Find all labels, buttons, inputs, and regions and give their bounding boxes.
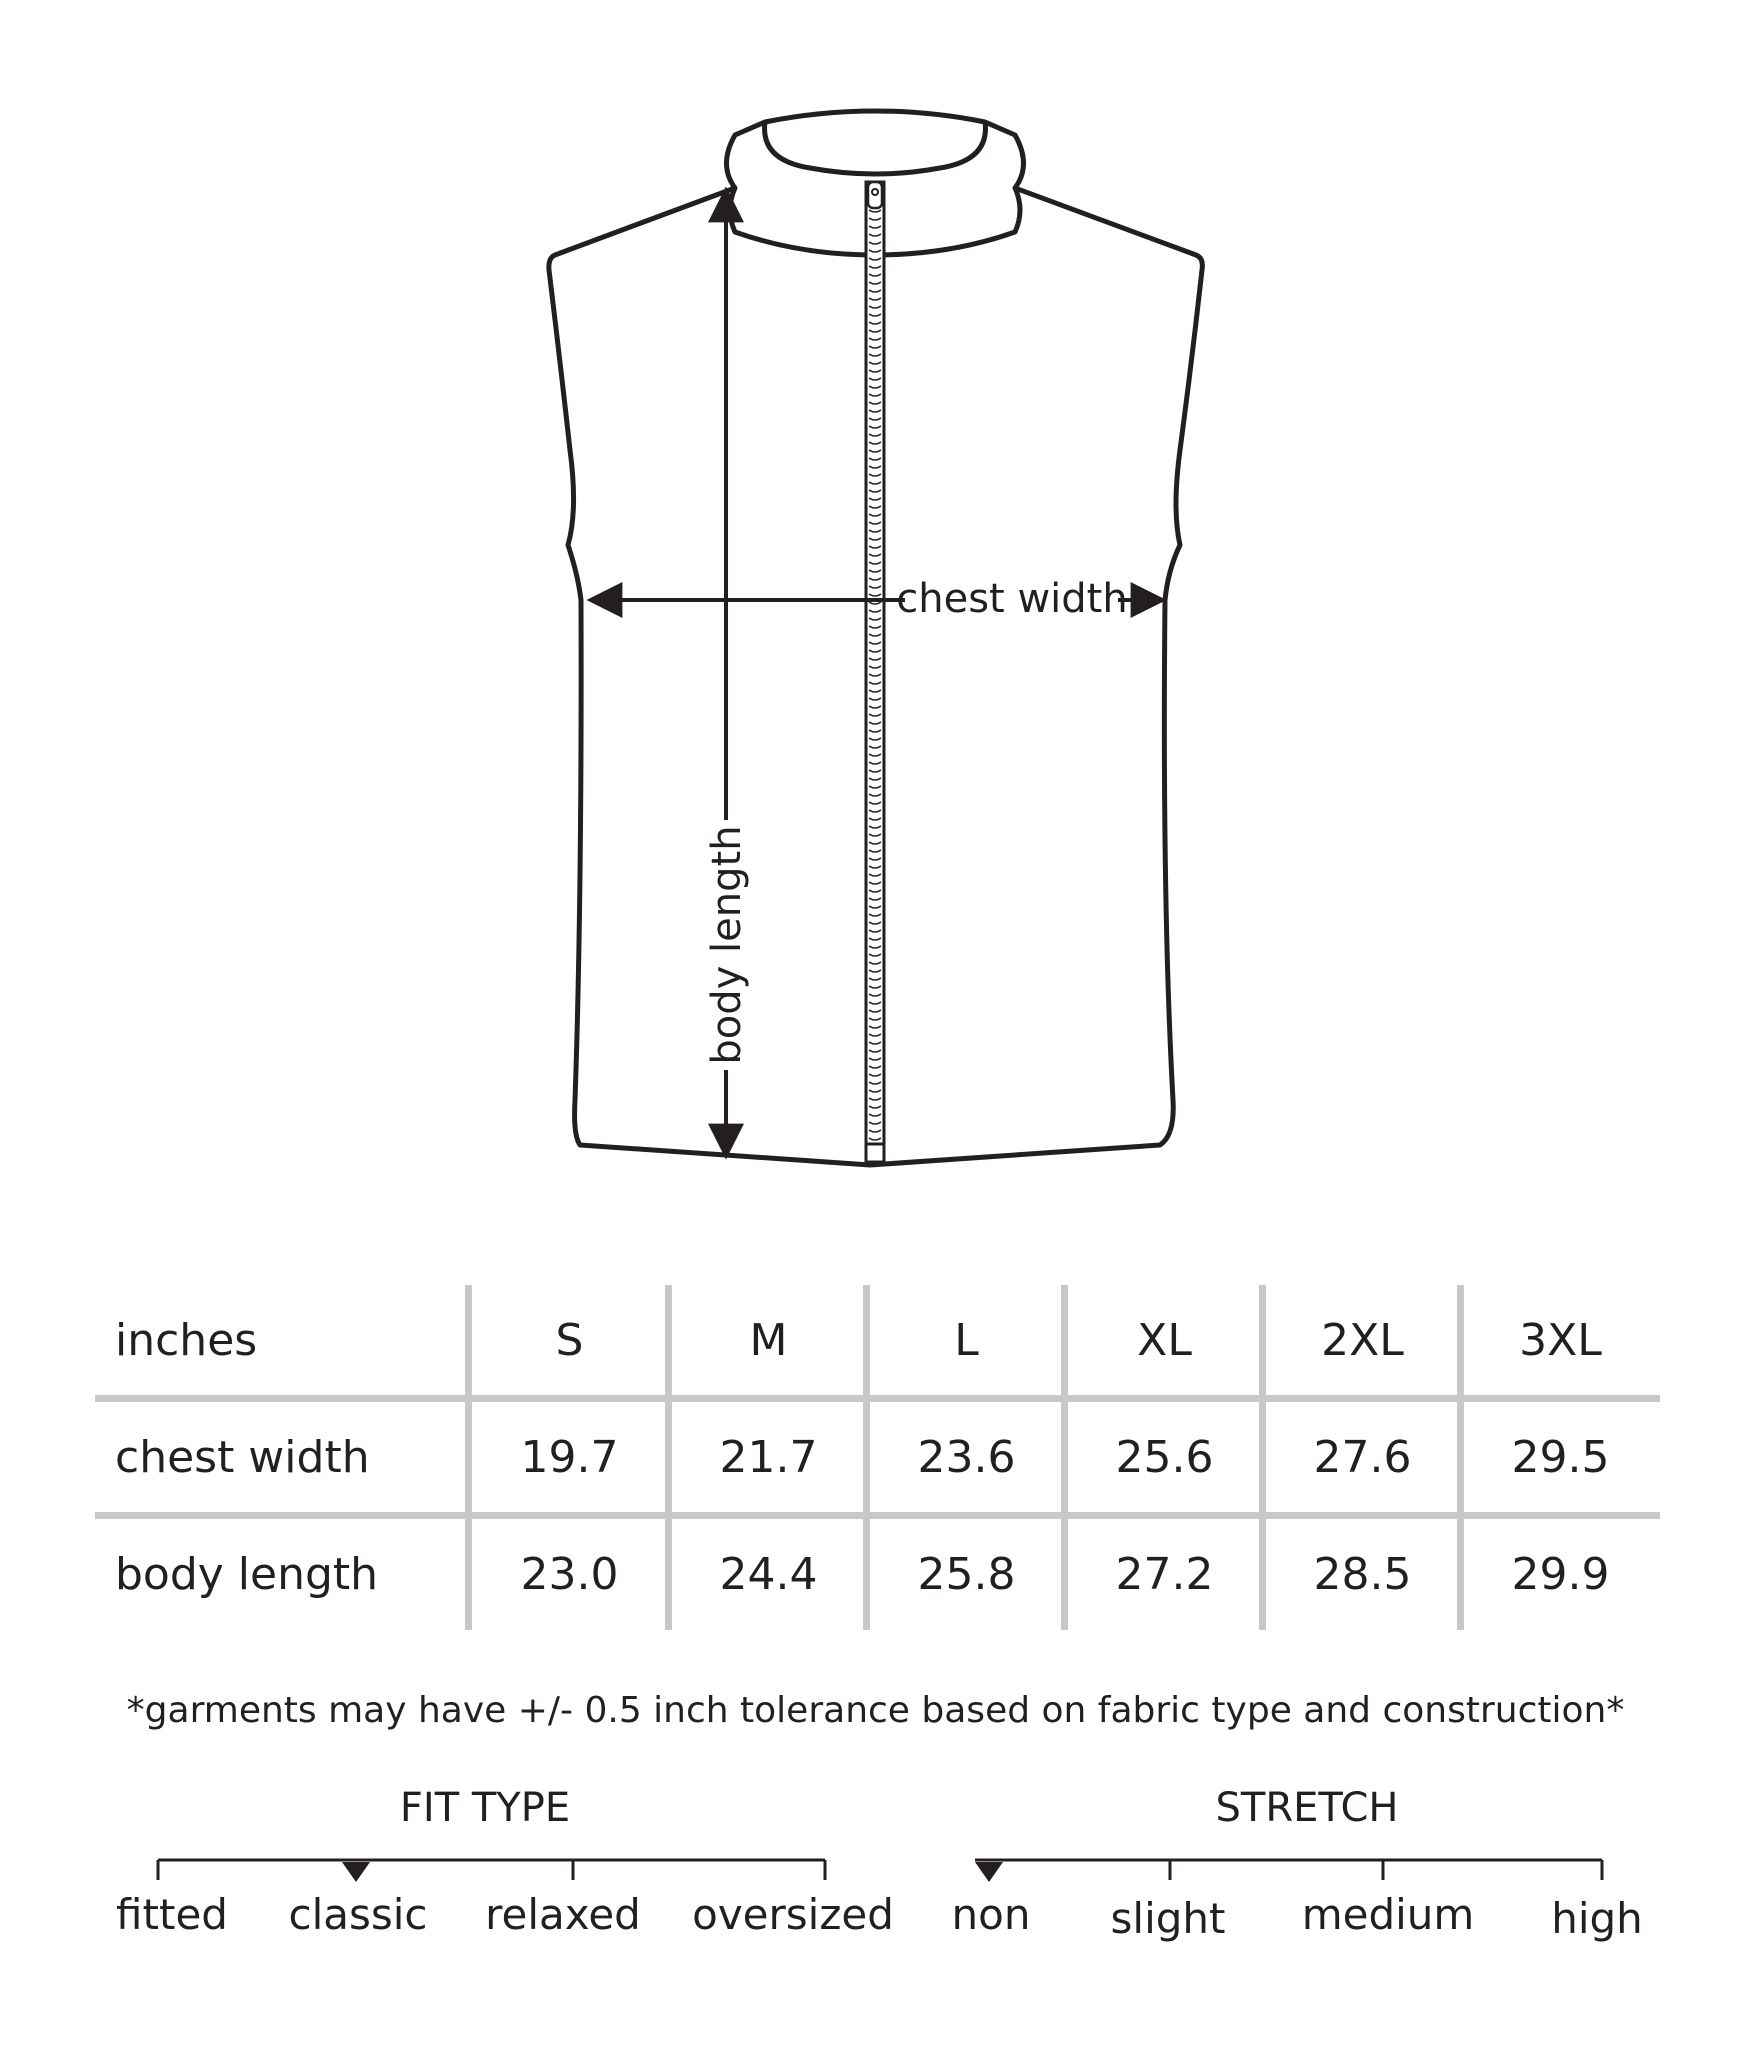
zipper-stop: [866, 1144, 884, 1162]
table-row: [95, 1402, 1660, 1512]
zipper-pull-icon: [868, 182, 882, 208]
stretch-option: non: [951, 1890, 1031, 1939]
row-label: body length: [115, 1548, 379, 1600]
unit-label: inches: [115, 1314, 258, 1366]
row-label: chest width: [115, 1431, 370, 1483]
table-cell: 29.9: [1511, 1548, 1610, 1600]
stretch-indicator-icon: [975, 1862, 1003, 1882]
chest-width-label: chest width: [896, 576, 1128, 622]
fit-type-option: relaxed: [485, 1890, 641, 1939]
size-header: S: [555, 1314, 584, 1366]
body-length-label: body length: [704, 825, 750, 1065]
fit-type-option: fitted: [116, 1890, 228, 1939]
table-column-divider: [863, 1285, 870, 1630]
table-row: [95, 1519, 1660, 1629]
size-header: XL: [1137, 1314, 1192, 1366]
table-cell: 23.6: [917, 1431, 1016, 1483]
table-cell: 25.6: [1115, 1431, 1214, 1483]
size-header: L: [954, 1314, 979, 1366]
table-cell: 27.6: [1313, 1431, 1412, 1483]
table-column-divider: [1457, 1285, 1464, 1630]
tolerance-note: *garments may have +/- 0.5 inch tolerance based on fabric type and construction*: [126, 1690, 1625, 1731]
fit-type-option: oversized: [692, 1890, 894, 1939]
size-header: 3XL: [1519, 1314, 1602, 1366]
table-cell: 27.2: [1115, 1548, 1214, 1600]
table-cell: 23.0: [520, 1548, 619, 1600]
collar-inner: [765, 122, 986, 174]
size-header: 2XL: [1321, 1314, 1404, 1366]
zipper-tape: [866, 182, 884, 1144]
table-header-row: [95, 1285, 1660, 1395]
table-cell: 25.8: [917, 1548, 1016, 1600]
stretch-option: slight: [1110, 1894, 1226, 1943]
table-divider: [95, 1395, 1660, 1402]
stretch-option: high: [1551, 1894, 1643, 1943]
size-table: [95, 1285, 1660, 1630]
table-cell: 21.7: [719, 1431, 818, 1483]
fit-type-title: FIT TYPE: [399, 1785, 571, 1831]
table-cell: 29.5: [1511, 1431, 1610, 1483]
stretch-option: medium: [1301, 1890, 1475, 1939]
table-column-divider: [1259, 1285, 1266, 1630]
table-column-divider: [1061, 1285, 1068, 1630]
size-header: M: [749, 1314, 788, 1366]
table-cell: 24.4: [719, 1548, 818, 1600]
stretch-title: STRETCH: [1215, 1785, 1399, 1831]
table-column-divider: [465, 1285, 472, 1630]
fit-type-option: classic: [288, 1890, 428, 1939]
fit-type-indicator-icon: [342, 1862, 370, 1882]
table-cell: 28.5: [1313, 1548, 1412, 1600]
table-cell: 19.7: [520, 1431, 619, 1483]
table-divider: [95, 1512, 1660, 1519]
table-column-divider: [665, 1285, 672, 1630]
